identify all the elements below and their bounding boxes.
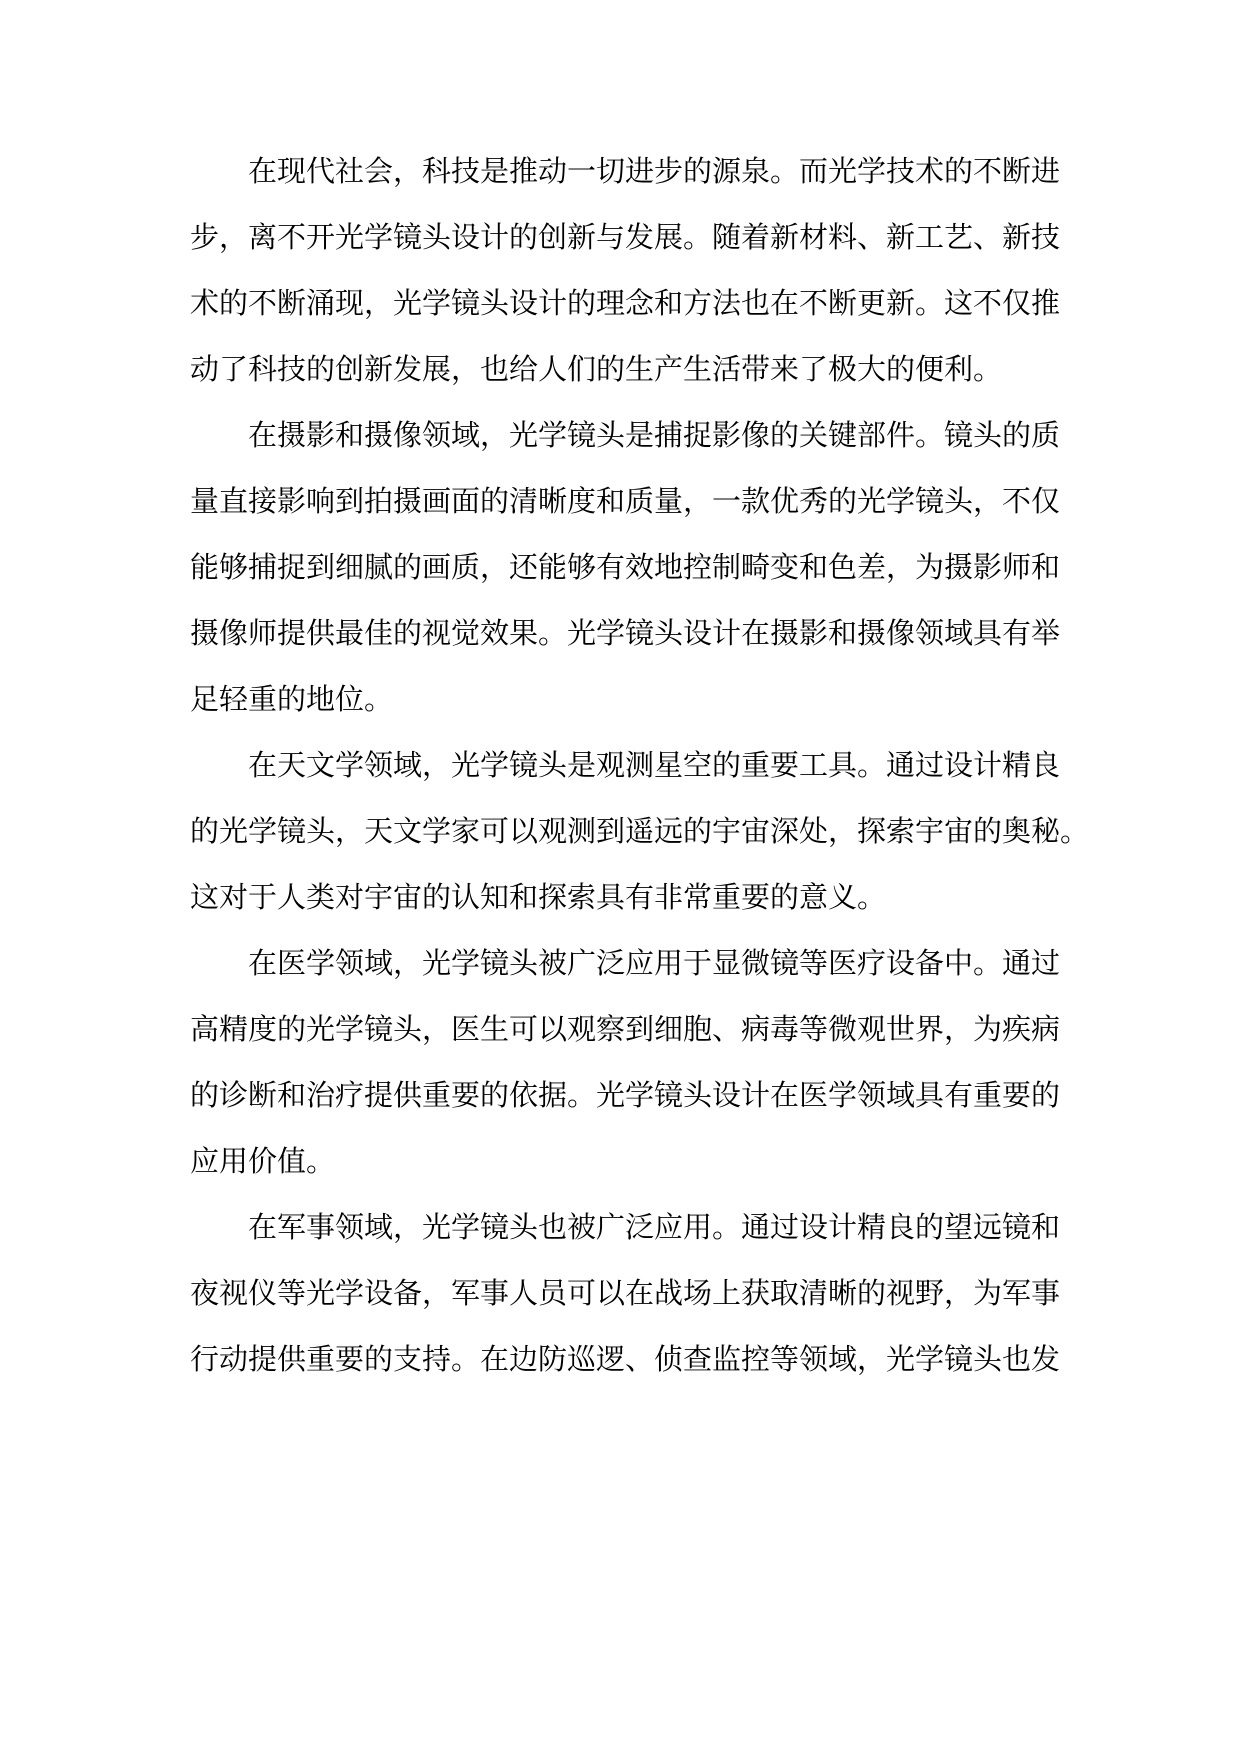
paragraph-4-line-3: 的诊断和治疗提供重要的依据。光学镜头设计在医学领域具有重要的 [190, 1078, 1061, 1112]
paragraph-3-line-2: 的光学镜头，天文学家可以观测到遥远的宇宙深处，探索宇宙的奥秘。 [190, 814, 1090, 848]
paragraph-2-line-3: 能够捕捉到细腻的画质，还能够有效地控制畸变和色差，为摄影师和 [190, 550, 1061, 584]
paragraph-2-line-5: 足轻重的地位。 [190, 682, 394, 716]
paragraph-2-line-4: 摄像师提供最佳的视觉效果。光学镜头设计在摄影和摄像领域具有举 [190, 616, 1061, 650]
paragraph-4-line-1: 在医学领域，光学镜头被广泛应用于显微镜等医疗设备中。通过 [248, 946, 1061, 980]
paragraph-3-line-1: 在天文学领域，光学镜头是观测星空的重要工具。通过设计精良 [248, 748, 1061, 782]
paragraph-2-line-2: 量直接影响到拍摄画面的清晰度和质量，一款优秀的光学镜头，不仅 [190, 484, 1061, 518]
paragraph-5-line-1: 在军事领域，光学镜头也被广泛应用。通过设计精良的望远镜和 [248, 1210, 1061, 1244]
paragraph-1-line-4: 动了科技的创新发展，也给人们的生产生活带来了极大的便利。 [190, 352, 1003, 386]
paragraph-4-line-4: 应用价值。 [190, 1144, 336, 1178]
paragraph-3-line-3: 这对于人类对宇宙的认知和探索具有非常重要的意义。 [190, 880, 887, 914]
paragraph-4-line-2: 高精度的光学镜头，医生可以观察到细胞、病毒等微观世界，为疾病 [190, 1012, 1061, 1046]
paragraph-5-line-3: 行动提供重要的支持。在边防巡逻、侦查监控等领域，光学镜头也发 [190, 1342, 1061, 1376]
paragraph-2-line-1: 在摄影和摄像领域，光学镜头是捕捉影像的关键部件。镜头的质 [248, 418, 1061, 452]
paragraph-5-line-2: 夜视仪等光学设备，军事人员可以在战场上获取清晰的视野，为军事 [190, 1276, 1061, 1310]
paragraph-1-line-3: 术的不断涌现，光学镜头设计的理念和方法也在不断更新。这不仅推 [190, 286, 1061, 320]
paragraph-1-line-1: 在现代社会，科技是推动一切进步的源泉。而光学技术的不断进 [248, 154, 1061, 188]
paragraph-1-line-2: 步，离不开光学镜头设计的创新与发展。随着新材料、新工艺、新技 [190, 220, 1061, 254]
